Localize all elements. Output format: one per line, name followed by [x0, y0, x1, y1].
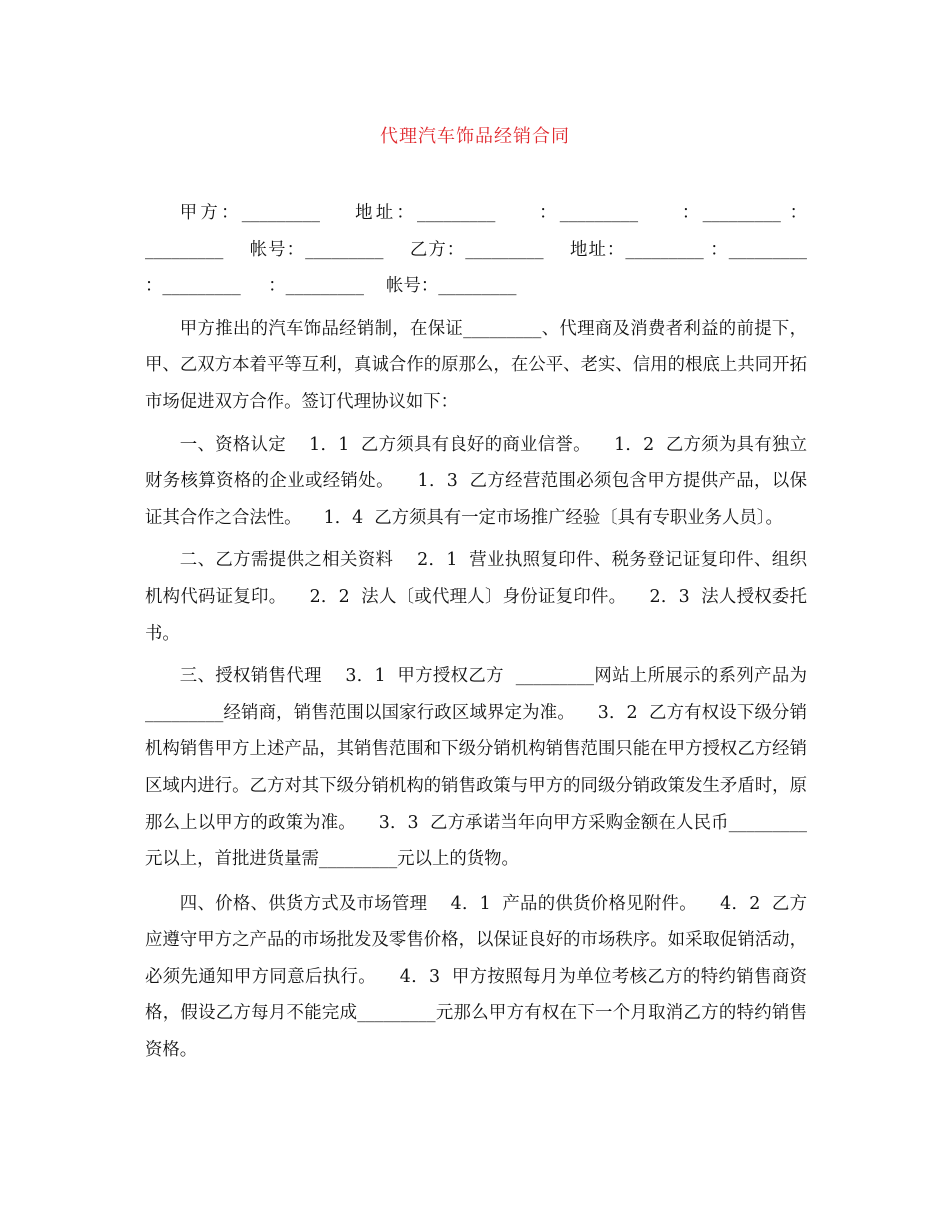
section-1-qualification: 一、资格认定 1．1 乙方须具有良好的商业信誉。 1．2 乙方须为具有独立财务核算资格的企业或经销处。 1．3 乙方经营范围必须包含甲方提供产品，以保证其合作之合法性。 1．4 乙方须具有一定市场推广经验〔具有专职业务人员〕。: [145, 434, 807, 528]
section-2-materials: 二、乙方需提供之相关资料 2．1 营业执照复印件、税务登记证复印件、组织机构代码证复印。 2．2 法人〔或代理人〕身份证复印件。 2．3 法人授权委托书。: [145, 550, 807, 644]
document-title: 代理汽车饰品经销合同: [380, 126, 570, 147]
parties-paragraph: 甲方：_________ 地址：_________ ：_________ ：_________ ：_________ 帐号：_________ 乙方：_________ 地址：_________ ：_________ ：_________ ：_________ 帐号：_________: [145, 203, 835, 297]
section-4-pricing: 四、价格、供货方式及市场管理 4．1 产品的供货价格见附件。 4．2 乙方应遵守甲方之产品的市场批发及零售价格，以保证良好的市场秩序。如采取促销活动，必须先通知甲方同意后执行。 4．3 甲方按照每月为单位考核乙方的特约销售商资格，假设乙方每月不能完成_________元那么甲方有权在下一个月取消乙方的特约销售资格。: [145, 893, 807, 1061]
section-3-authorization: 三、授权销售代理 3．1 甲方授权乙方 _________网站上所展示的系列产品为_________经销商，销售范围以国家行政区域界定为准。 3．2 乙方有权设下级分销机构销售甲方上述产品，其销售范围和下级分销机构销售范围只能在甲方授权乙方经销区域内进行。乙方对其下级分销机构的销售政策与甲方的同级分销政策发生矛盾时，原那么上以甲方的政策为准。 3．3 乙方承诺当年向甲方采购金额在人民币_________元以上，首批进货量需_________元以上的货物。: [145, 666, 807, 870]
preamble-paragraph: 甲方推出的汽车饰品经销制，在保证_________、代理商及消费者利益的前提下，甲、乙双方本着平等互利，真诚合作的原那么，在公平、老实、信用的根底上共同开拓市场促进双方合作。签订代理协议如下：: [145, 318, 807, 412]
document-body: [145, 195, 835, 1069]
spacer: [145, 878, 807, 886]
